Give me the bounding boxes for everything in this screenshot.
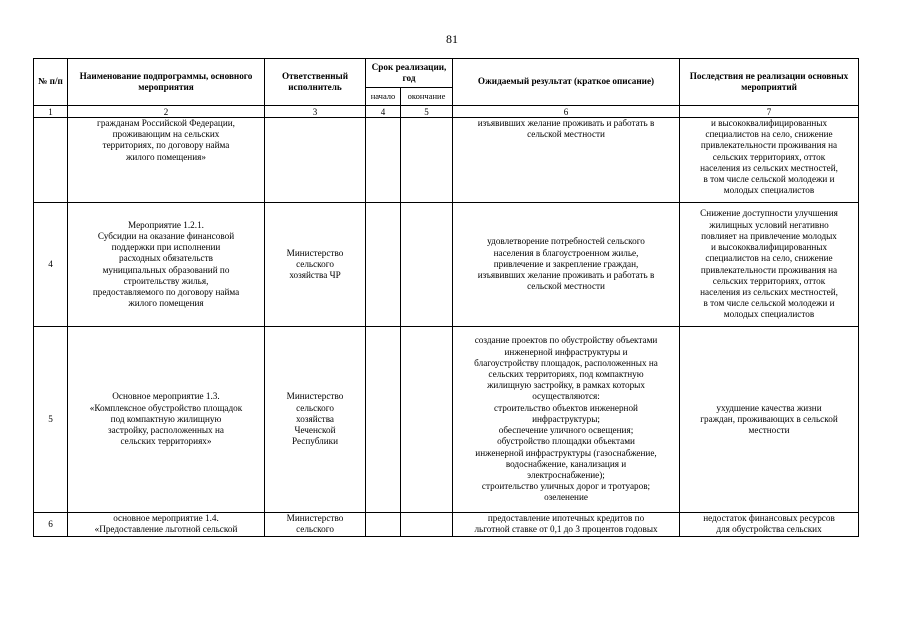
column-number: 3 — [265, 106, 366, 118]
row-num: 4 — [34, 203, 68, 327]
row-end — [401, 513, 453, 537]
column-number: 6 — [453, 106, 680, 118]
row-consequences: недостаток финансовых ресурсов для обустройства сельских — [680, 513, 859, 537]
row-responsible: Министерство сельского — [265, 513, 366, 537]
row-num: 6 — [34, 513, 68, 537]
column-number: 1 — [34, 106, 68, 118]
page-number: 81 — [446, 32, 458, 46]
row-responsible: Министерство сельского хозяйства ЧР — [265, 203, 366, 327]
column-number: 4 — [366, 106, 401, 118]
row-start — [366, 327, 401, 513]
row-start — [366, 513, 401, 537]
row-num — [34, 118, 68, 203]
measures-table — [33, 58, 859, 537]
row-responsible: Министерство сельского хозяйства Чеченской Республики — [265, 327, 366, 513]
header-start: начало — [366, 88, 401, 106]
header-consequences: Последствия не реализации основных мероприятий — [680, 59, 859, 106]
row-start — [366, 203, 401, 327]
row-consequences: ухудшение качества жизни граждан, проживающих в сельской местности — [680, 327, 859, 513]
table-row — [34, 327, 859, 513]
column-number: 5 — [401, 106, 453, 118]
row-consequences: Снижение доступности улучшения жилищных условий негативно повлияет на привлечение молодых и высококвалифицированных специалистов на село, снижение привлекательности проживания на сельских территориях, отток населения из сельских местностей, в том числе сельской молодежи и молодых специалистов — [680, 203, 859, 327]
row-start — [366, 118, 401, 203]
row-num: 5 — [34, 327, 68, 513]
row-result: предоставление ипотечных кредитов по льготной ставке от 0,1 до 3 процентов годовых — [453, 513, 680, 537]
header-term: Срок реализации, год — [366, 59, 453, 88]
column-number: 7 — [680, 106, 859, 118]
row-end — [401, 327, 453, 513]
row-consequences: и высококвалифицированных специалистов на село, снижение привлекательности проживания на сельских территориях, отток населения из сельских местностей, в том числе сельской молодежи и молодых специалистов — [680, 118, 859, 203]
column-number: 2 — [68, 106, 265, 118]
header-result: Ожидаемый результат (краткое описание) — [453, 59, 680, 106]
row-end — [401, 203, 453, 327]
table-row — [34, 118, 859, 203]
row-result: удовлетворение потребностей сельского населения в благоустроенном жилье, привлечение и закрепление граждан, изъявивших желание проживать и работать в сельской местности — [453, 203, 680, 327]
header-responsible: Ответственный исполнитель — [265, 59, 366, 106]
row-name: основное мероприятие 1.4. «Предоставление льготной сельской — [68, 513, 265, 537]
row-responsible — [265, 118, 366, 203]
header-end: окончание — [401, 88, 453, 106]
row-result: создание проектов по обустройству объектами инженерной инфраструктуры и благоустройству площадок, расположенных на сельских территориях, под компактную жилищную застройку, в рамках которых осуществляются: строительство объектов инженерной инфраструктуры; обеспечение уличного освещения; обустройство площадки объектами инженерной инфраструктуры (газоснабжение, водоснабжение, канализация и электроснабжение); строительство уличных дорог и тротуаров; озеленение — [453, 327, 680, 513]
header-num: № п/п — [34, 59, 68, 106]
table-row — [34, 513, 859, 537]
table-row — [34, 203, 859, 327]
row-name: Мероприятие 1.2.1. Субсидии на оказание финансовой поддержки при исполнении расходных обязательств муниципальных образований по строительству жилья, предоставляемого по договору найма жилого помещения — [68, 203, 265, 327]
row-name: Основное мероприятие 1.3. «Комплексное обустройство площадок под компактную жилищную застройку, расположенных на сельских территориях» — [68, 327, 265, 513]
row-name: гражданам Российской Федерации, проживающим на сельских территориях, по договору найма жилого помещения» — [68, 118, 265, 203]
row-end — [401, 118, 453, 203]
row-result: изъявивших желание проживать и работать в сельской местности — [453, 118, 680, 203]
header-name: Наименование подпрограммы, основного мероприятия — [68, 59, 265, 106]
column-number-row — [34, 106, 859, 118]
